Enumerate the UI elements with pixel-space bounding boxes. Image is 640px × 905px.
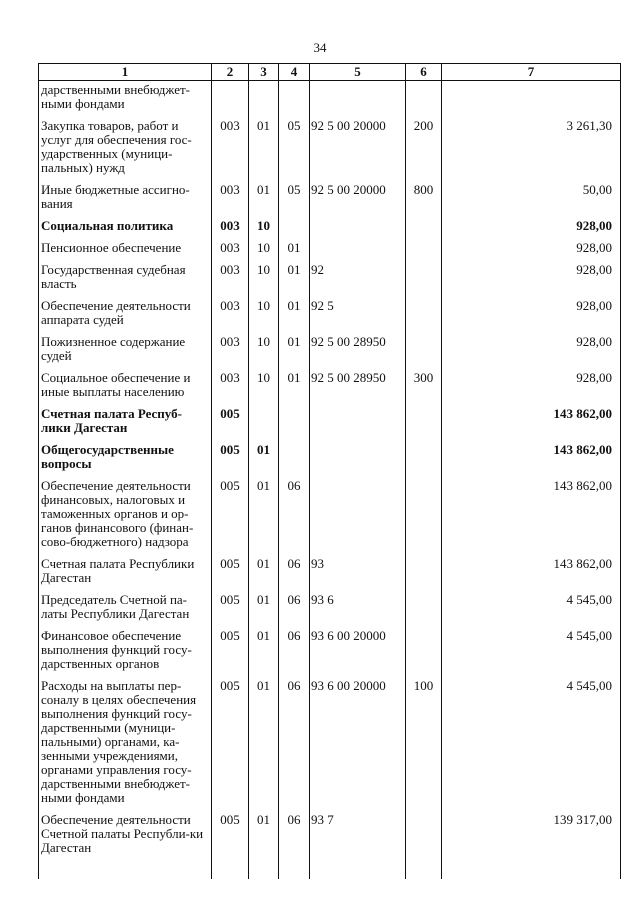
column-header-4: 4 (279, 64, 310, 81)
subsection-code-cell: 05 (279, 115, 310, 179)
target-article-cell: 93 6 00 20000 (310, 675, 406, 809)
amount-cell: 139 317,00 (442, 809, 621, 879)
ministry-code-cell: 005 (212, 809, 249, 879)
expense-name-cell: Общегосударственные вопросы (39, 439, 212, 475)
expense-type-cell: 300 (406, 367, 442, 403)
ministry-code-cell: 005 (212, 475, 249, 553)
amount-cell: 928,00 (442, 331, 621, 367)
section-code-cell: 01 (249, 809, 279, 879)
expense-type-cell (406, 215, 442, 237)
ministry-code-cell: 003 (212, 259, 249, 295)
amount-cell: 143 862,00 (442, 553, 621, 589)
expense-name-cell: Государственная судебная власть (39, 259, 212, 295)
amount-cell: 143 862,00 (442, 439, 621, 475)
column-header-6: 6 (406, 64, 442, 81)
subsection-code-cell (279, 81, 310, 116)
expense-name-cell: дарственными внебюджет-ными фондами (39, 81, 212, 116)
target-article-cell (310, 403, 406, 439)
amount-cell: 928,00 (442, 295, 621, 331)
section-code-cell (249, 403, 279, 439)
section-code-cell: 01 (249, 675, 279, 809)
table-row (39, 295, 621, 331)
subsection-code-cell (279, 215, 310, 237)
section-code-cell: 01 (249, 589, 279, 625)
table-row (39, 81, 621, 116)
amount-cell: 3 261,30 (442, 115, 621, 179)
expense-type-cell (406, 809, 442, 879)
table-row (39, 259, 621, 295)
target-article-cell: 93 (310, 553, 406, 589)
target-article-cell: 92 (310, 259, 406, 295)
table-row (39, 553, 621, 589)
section-code-cell: 01 (249, 625, 279, 675)
table-row (39, 331, 621, 367)
budget-table (38, 63, 621, 879)
section-code-cell: 01 (249, 475, 279, 553)
section-code-cell: 10 (249, 215, 279, 237)
column-header-1: 1 (39, 64, 212, 81)
table-row (39, 115, 621, 179)
table-row (39, 589, 621, 625)
expense-name-cell: Социальное обеспечение и иные выплаты населению (39, 367, 212, 403)
section-code-cell: 01 (249, 439, 279, 475)
ministry-code-cell: 003 (212, 295, 249, 331)
amount-cell: 143 862,00 (442, 475, 621, 553)
expense-name-cell: Обеспечение деятельности Счетной палаты Республи-ки Дагестан (39, 809, 212, 879)
subsection-code-cell: 06 (279, 553, 310, 589)
column-header-5: 5 (310, 64, 406, 81)
section-code-cell: 10 (249, 237, 279, 259)
amount-cell: 4 545,00 (442, 589, 621, 625)
section-code-cell (249, 81, 279, 116)
target-article-cell: 93 7 (310, 809, 406, 879)
expense-type-cell: 800 (406, 179, 442, 215)
subsection-code-cell (279, 439, 310, 475)
ministry-code-cell: 003 (212, 115, 249, 179)
expense-type-cell (406, 403, 442, 439)
header-row (39, 64, 621, 81)
amount-cell: 928,00 (442, 367, 621, 403)
column-header-2: 2 (212, 64, 249, 81)
expense-type-cell (406, 259, 442, 295)
table-row (39, 237, 621, 259)
subsection-code-cell: 06 (279, 809, 310, 879)
amount-cell: 4 545,00 (442, 675, 621, 809)
amount-cell (442, 81, 621, 116)
target-article-cell (310, 439, 406, 475)
section-code-cell: 10 (249, 295, 279, 331)
subsection-code-cell: 06 (279, 675, 310, 809)
amount-cell: 928,00 (442, 237, 621, 259)
subsection-code-cell: 06 (279, 475, 310, 553)
expense-type-cell: 100 (406, 675, 442, 809)
column-header-7: 7 (442, 64, 621, 81)
subsection-code-cell: 05 (279, 179, 310, 215)
target-article-cell (310, 81, 406, 116)
ministry-code-cell: 003 (212, 367, 249, 403)
expense-type-cell (406, 553, 442, 589)
amount-cell: 50,00 (442, 179, 621, 215)
page-number: 34 (313, 40, 327, 55)
ministry-code-cell: 003 (212, 215, 249, 237)
amount-cell: 928,00 (442, 215, 621, 237)
table-row (39, 215, 621, 237)
section-code-cell: 01 (249, 179, 279, 215)
subsection-code-cell: 06 (279, 625, 310, 675)
expense-name-cell: Иные бюджетные ассигно-вания (39, 179, 212, 215)
expense-name-cell: Закупка товаров, работ и услуг для обеспечения гос-ударственных (муници-пальных) нужд (39, 115, 212, 179)
expense-type-cell (406, 475, 442, 553)
amount-cell: 143 862,00 (442, 403, 621, 439)
section-code-cell: 10 (249, 259, 279, 295)
target-article-cell: 93 6 00 20000 (310, 625, 406, 675)
expense-type-cell (406, 81, 442, 116)
column-header-3: 3 (249, 64, 279, 81)
section-code-cell: 01 (249, 553, 279, 589)
expense-type-cell (406, 439, 442, 475)
ministry-code-cell: 005 (212, 625, 249, 675)
expense-name-cell: Обеспечение деятельности аппарата судей (39, 295, 212, 331)
target-article-cell (310, 475, 406, 553)
subsection-code-cell: 01 (279, 237, 310, 259)
subsection-code-cell: 01 (279, 367, 310, 403)
ministry-code-cell: 005 (212, 403, 249, 439)
subsection-code-cell: 01 (279, 259, 310, 295)
ministry-code-cell: 003 (212, 237, 249, 259)
expense-name-cell: Расходы на выплаты пер-соналу в целях обеспечения выполнения функций госу-дарственными (муници-пальными) органами, ка-зенными учреждениями, органами управления госу-дарственными внебюджет-ными фондами (39, 675, 212, 809)
target-article-cell: 92 5 (310, 295, 406, 331)
expense-name-cell: Социальная политика (39, 215, 212, 237)
expense-name-cell: Финансовое обеспечение выполнения функций госу-дарственных органов (39, 625, 212, 675)
table-row (39, 625, 621, 675)
ministry-code-cell: 003 (212, 179, 249, 215)
expense-name-cell: Счетная палата Респуб-лики Дагестан (39, 403, 212, 439)
table-row (39, 675, 621, 809)
expense-name-cell: Пожизненное содержание судей (39, 331, 212, 367)
target-article-cell (310, 215, 406, 237)
amount-cell: 928,00 (442, 259, 621, 295)
ministry-code-cell: 005 (212, 439, 249, 475)
target-article-cell: 92 5 00 20000 (310, 179, 406, 215)
ministry-code-cell: 005 (212, 553, 249, 589)
expense-type-cell: 200 (406, 115, 442, 179)
ministry-code-cell: 005 (212, 589, 249, 625)
subsection-code-cell (279, 403, 310, 439)
table-row (39, 439, 621, 475)
target-article-cell: 92 5 00 20000 (310, 115, 406, 179)
ministry-code-cell (212, 81, 249, 116)
expense-type-cell (406, 589, 442, 625)
expense-name-cell: Пенсионное обеспечение (39, 237, 212, 259)
subsection-code-cell: 01 (279, 331, 310, 367)
table-body (39, 81, 621, 880)
target-article-cell: 92 5 00 28950 (310, 331, 406, 367)
target-article-cell: 92 5 00 28950 (310, 367, 406, 403)
expense-type-cell (406, 295, 442, 331)
section-code-cell: 10 (249, 331, 279, 367)
table-row (39, 367, 621, 403)
subsection-code-cell: 06 (279, 589, 310, 625)
table-row (39, 403, 621, 439)
expense-type-cell (406, 625, 442, 675)
expense-name-cell: Счетная палата Республики Дагестан (39, 553, 212, 589)
expense-type-cell (406, 331, 442, 367)
expense-name-cell: Председатель Счетной па-латы Республики Дагестан (39, 589, 212, 625)
section-code-cell: 01 (249, 115, 279, 179)
expense-type-cell (406, 237, 442, 259)
target-article-cell: 93 6 (310, 589, 406, 625)
table-row (39, 809, 621, 879)
table-row (39, 179, 621, 215)
target-article-cell (310, 237, 406, 259)
table-row (39, 475, 621, 553)
ministry-code-cell: 005 (212, 675, 249, 809)
expense-name-cell: Обеспечение деятельности финансовых, налоговых и таможенных органов и ор-ганов финансового (финан-сово-бюджетного) надзора (39, 475, 212, 553)
subsection-code-cell: 01 (279, 295, 310, 331)
amount-cell: 4 545,00 (442, 625, 621, 675)
ministry-code-cell: 003 (212, 331, 249, 367)
section-code-cell: 10 (249, 367, 279, 403)
